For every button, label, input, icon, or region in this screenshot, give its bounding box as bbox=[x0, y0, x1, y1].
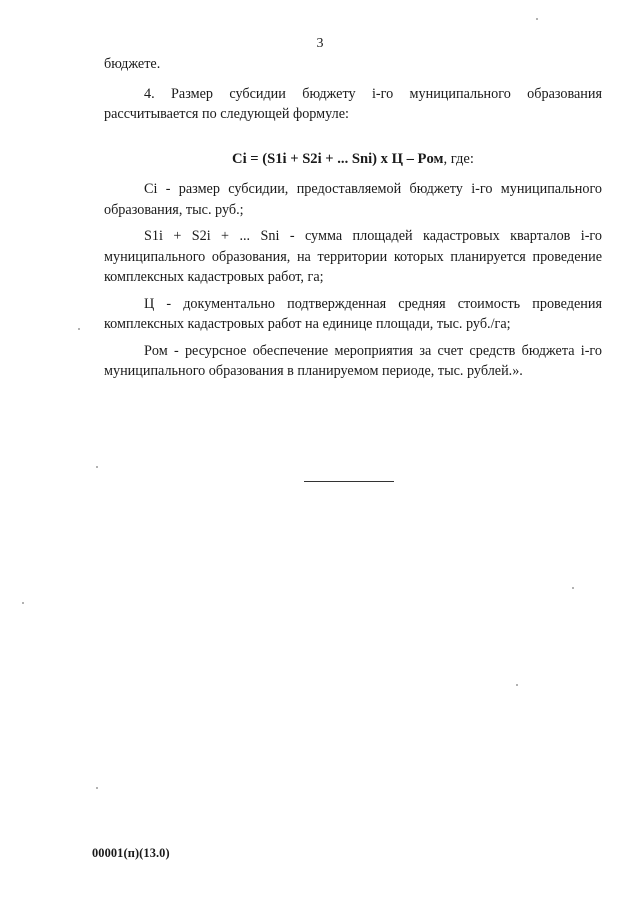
continuation-text: бюджете. bbox=[104, 56, 161, 72]
definition-pom: Pом - ресурсное обеспечение мероприятия за счет средств бюджета i-го муниципального образования в планируемом периоде, тыс. рублей.». bbox=[104, 342, 602, 379]
scan-speck bbox=[78, 328, 80, 330]
subsidy-formula bbox=[104, 149, 602, 170]
document-body bbox=[104, 54, 602, 382]
definition-sum-areas: S1i + S2i + ... Sni - сумма площадей кадастровых кварталов i-го муниципального образования, на территории которых планируется проведение комплексных кадастровых работ, га; bbox=[104, 228, 602, 285]
scan-speck bbox=[22, 602, 24, 604]
definition-cost: Ц - документально подтвержденная средняя стоимость проведения комплексных кадастровых работ на единице площади, тыс. руб./га; bbox=[104, 295, 602, 332]
formula-suffix: , где: bbox=[443, 150, 474, 167]
scan-speck bbox=[96, 787, 98, 789]
definition-ci: Ci - размер субсидии, предоставляемой бюджету i-го муниципального образования, тыс. руб.; bbox=[104, 181, 602, 218]
document-footer-code: 00001(п)(13.0) bbox=[92, 846, 170, 860]
end-separator-line bbox=[304, 481, 394, 482]
scan-speck bbox=[536, 18, 538, 20]
scan-speck bbox=[96, 466, 98, 468]
page-number: 3 bbox=[316, 36, 324, 51]
paragraph-item-4: 4. Размер субсидии бюджету i-го муниципального образования рассчитывается по следующей формуле: bbox=[104, 85, 602, 122]
formula-expression: Ci = (S1i + S2i + ... Sni) х Ц – Pом bbox=[232, 150, 444, 167]
scan-speck bbox=[572, 587, 574, 589]
scan-speck bbox=[516, 684, 518, 686]
